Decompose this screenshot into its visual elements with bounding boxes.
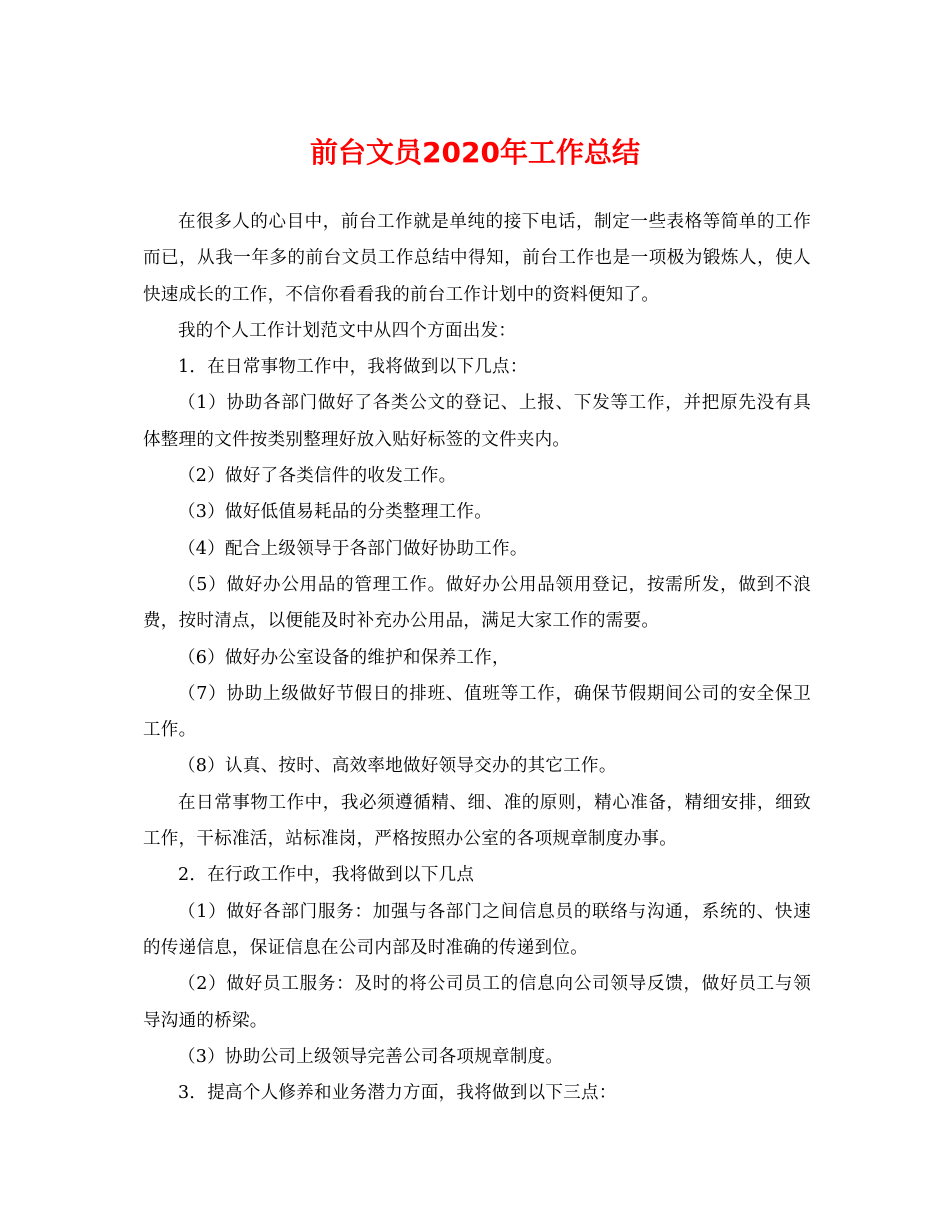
list-item-daily-6: （6）做好办公室设备的维护和保养工作， bbox=[178, 647, 510, 668]
paragraph-intro: 在很多人的心目中，前台工作就是单纯的接下电话，制定一些表格等简单的工作而已，从我一年多的前台文员工作总结中得知，前台工作也是一项极为锻炼人，使人快速成长的工作，不信你看看我的前台工作计划中的资料便知了。 bbox=[143, 212, 811, 305]
paragraph-daily-principle: 在日常事物工作中，我必须遵循精、细、准的原则，精心准备，精细安排，细致工作，干标准活，站标准岗，严格按照办公室的各项规章制度办事。 bbox=[143, 792, 811, 850]
document-title: 前台文员2020年工作总结 bbox=[310, 136, 640, 169]
list-item-daily-2: （2）做好了各类信件的收发工作。 bbox=[178, 466, 457, 487]
document-body bbox=[143, 204, 811, 1111]
list-item-admin-1: （1）做好各部门服务：加强与各部门之间信息员的联络与沟通，系统的、快速的传递信息，保证信息在公司内部及时准确的传递到位。 bbox=[143, 901, 811, 958]
list-item-daily-5: （5）做好办公用品的管理工作。做好办公用品领用登记，按需所发，做到不浪费，按时清点，以便能及时补充办公用品，满足大家工作的需要。 bbox=[143, 574, 811, 632]
list-item-daily-7: （7）协助上级做好节假日的排班、值班等工作，确保节假期间公司的安全保卫工作。 bbox=[143, 683, 811, 741]
list-item-daily-4: （4）配合上级领导于各部门做好协助工作。 bbox=[178, 538, 528, 559]
list-item-daily-3: （3）做好低值易耗品的分类整理工作。 bbox=[178, 502, 493, 523]
paragraph-overview: 我的个人工作计划范文中从四个方面出发： bbox=[178, 320, 517, 341]
section-heading-admin-work: 2．在行政工作中，我将做到以下几点 bbox=[178, 865, 475, 886]
list-item-daily-8: （8）认真、按时、高效率地做好领导交办的其它工作。 bbox=[178, 756, 617, 777]
list-item-admin-2: （2）做好员工服务：及时的将公司员工的信息向公司领导反馈，做好员工与领导沟通的桥梁。 bbox=[143, 974, 811, 1031]
section-heading-self-improvement: 3．提高个人修养和业务潜力方面，我将做到以下三点： bbox=[178, 1083, 617, 1104]
section-heading-daily-work: 1．在日常事物工作中，我将做到以下几点： bbox=[178, 357, 528, 378]
list-item-daily-1: （1）协助各部门做好了各类公文的登记、上报、下发等工作，并把原先没有具体整理的文件按类别整理好放入贴好标签的文件夹内。 bbox=[143, 393, 811, 450]
list-item-admin-3: （3）协助公司上级领导完善公司各项规章制度。 bbox=[178, 1046, 564, 1067]
